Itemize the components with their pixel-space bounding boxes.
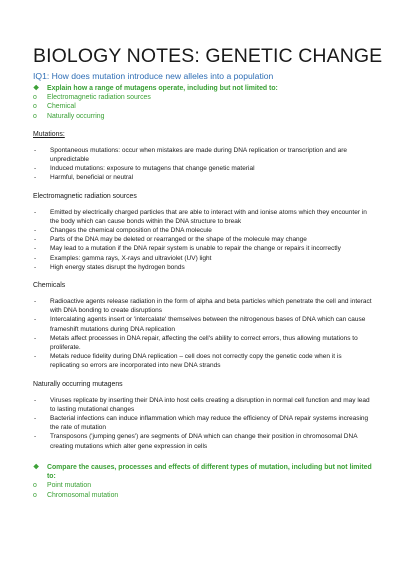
circle-bullet-icon: o: [33, 482, 37, 490]
section-heading-natural: Naturally occurring mutagens: [33, 380, 123, 388]
list-item: o Electromagnetic radiation sources: [33, 94, 151, 102]
dot-point-1-text: Explain how a range of mutagens operate, including but not limited to:: [47, 85, 278, 92]
list-item: - Metals reduce fidelity during DNA replication – cell does not correctly copy the genetic code when it is replicating so errors are incorporated into new DNA strands: [34, 353, 342, 370]
list-item: - Spontaneous mutations: occur when mistakes are made during DNA replication or transcription and are unpredictable: [34, 146, 347, 164]
list-item: - Changes the chemical composition of the DNA molecule: [34, 227, 212, 235]
section-heading-mutations: Mutations:: [33, 130, 65, 138]
diamond-bullet-icon: ❖: [33, 463, 40, 471]
list-item: - Radioactive agents release radiation in the form of alpha and beta particles which penetrate the cell and interact with DNA bonding to create disruptions: [34, 298, 372, 315]
list-item: - Induced mutations: exposure to mutagens that change genetic material: [34, 165, 255, 173]
circle-bullet-icon: o: [33, 112, 37, 120]
list-item: o Chromosomal mutation: [33, 491, 119, 499]
natural-list: [33, 396, 372, 451]
list-item: o Naturally occurring: [33, 112, 105, 120]
list-item: - High energy states disrupt the hydrogen bonds: [34, 263, 185, 271]
circle-bullet-icon: o: [33, 491, 37, 499]
list-item: o Point mutation: [33, 482, 92, 490]
em-list: [33, 208, 372, 272]
list-item: - Harmful, beneficial or neutral: [34, 174, 134, 182]
list-item: - Transposons ('jumping genes') are segments of DNA which can change their position in chromosomal DNA creating mutations which alter gene expression in cells: [34, 433, 358, 450]
mutations-list: [33, 146, 372, 183]
list-item: - Parts of the DNA may be deleted or rearranged or the shape of the molecule may change: [34, 236, 307, 244]
circle-bullet-icon: o: [33, 94, 37, 102]
list-item: - Bacterial infections can induce inflammation which may reduce the efficiency of DNA repair systems increasing the rate of mutation: [34, 415, 369, 432]
chemicals-list: [33, 297, 372, 371]
list-item: - Viruses replicate by inserting their DNA into host cells creating a disruption in normal cell function and may lead to lasting mutational changes: [34, 396, 370, 413]
diamond-bullet-icon: ❖: [33, 85, 40, 92]
list-item: - Examples: gamma rays, X-rays and ultraviolet (UV) light: [34, 254, 212, 262]
inquiry-question-1: IQ1: How does mutation introduce new alleles into a population: [33, 71, 274, 81]
dot-point-2-text: Compare the causes, processes and effects of different types of mutation, including but not limited to:: [47, 463, 372, 481]
page-title: BIOLOGY NOTES: GENETIC CHANGE: [33, 45, 383, 67]
list-item: - Intercalating agents insert or 'intercalate' themselves between the nitrogenous bases of DNA which can cause frameshift mutations during DNA replication: [34, 316, 366, 333]
circle-bullet-icon: o: [33, 103, 37, 111]
list-item: - May lead to a mutation if the DNA repair system is unable to repair the change or repairs it incorrectly: [34, 245, 341, 253]
dot-point-2: [33, 463, 372, 481]
dot-point-1: [33, 84, 372, 93]
list-item: - Metals affect processes in DNA repair, affecting the cell's ability to correct errors, thus allowing mutations to proliferate.: [34, 334, 358, 352]
list-item: o Chemical: [33, 103, 76, 111]
section-heading-chemicals: Chemicals: [33, 282, 66, 290]
list-item: - Emitted by electrically charged particles that are able to interact with and ionise atoms which they encounter in the body which can cause bonds within the DNA structure to break: [34, 208, 367, 225]
section-heading-em: Electromagnetic radiation sources: [33, 192, 137, 200]
